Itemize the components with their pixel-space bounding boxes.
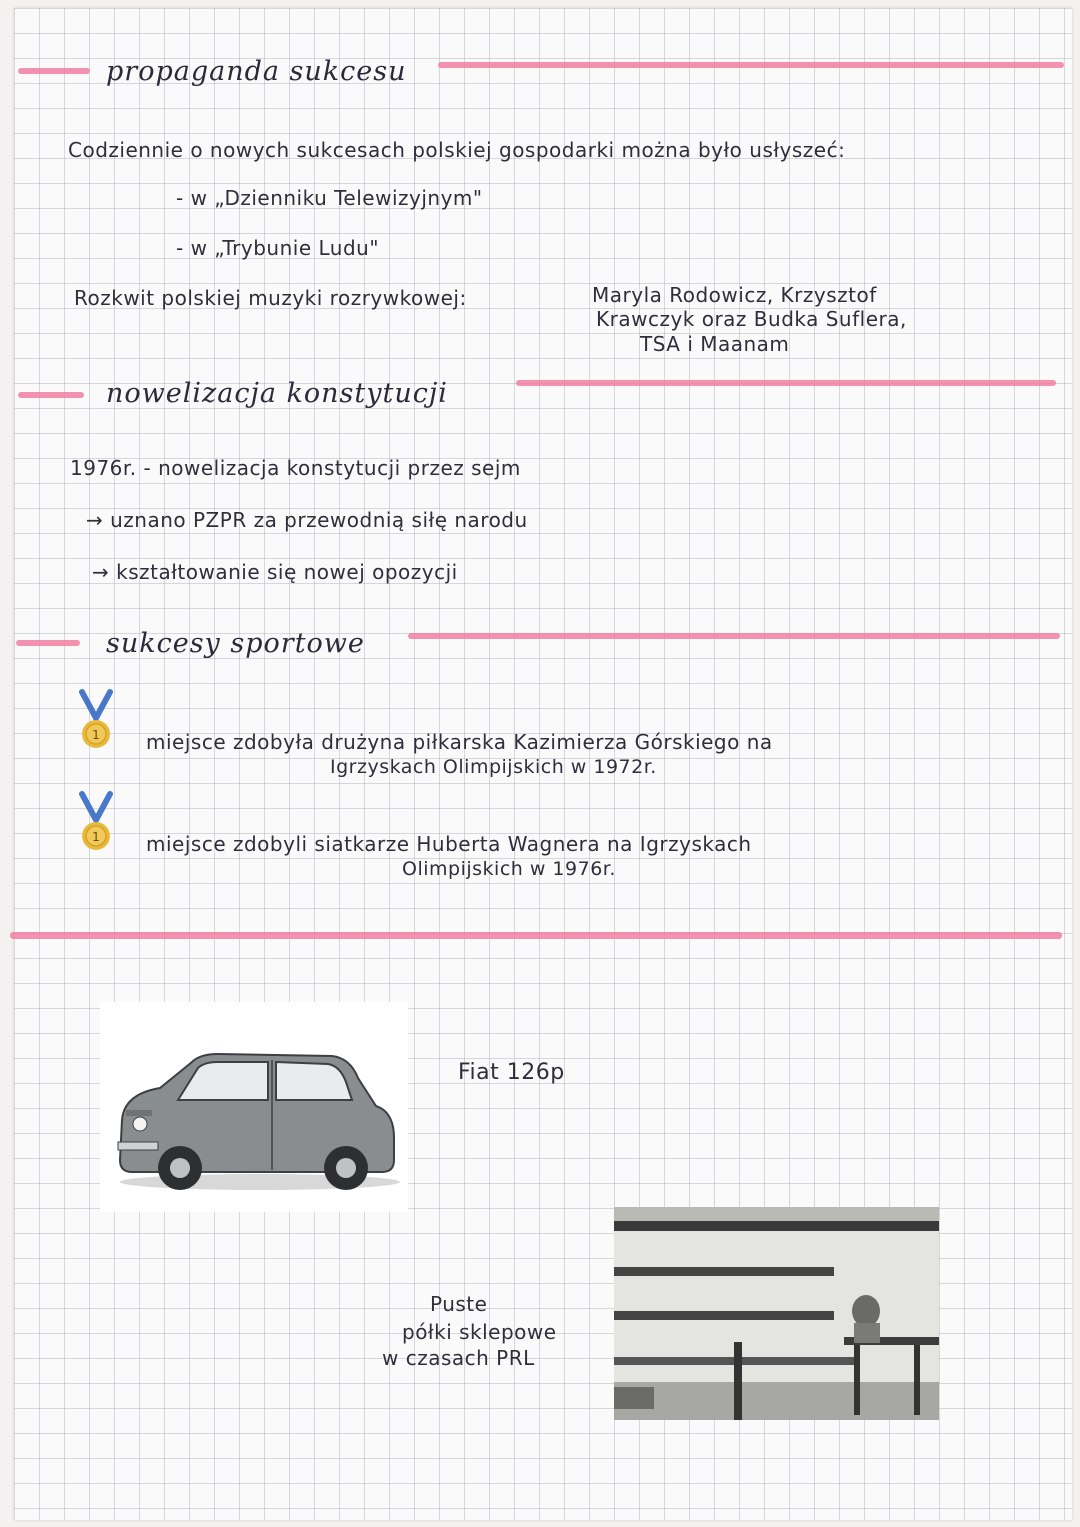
heading-highlight-left: [18, 68, 90, 74]
propaganda-bullet-tv: - w „Dzienniku Telewizyjnym": [176, 186, 483, 210]
sports-achievement-line: miejsce zdobyli siatkarze Huberta Wagnera na Igrzyskach: [146, 832, 752, 856]
section-title-constitution: nowelizacja konstytucji: [106, 378, 448, 409]
shelves-caption-line: w czasach PRL: [382, 1346, 535, 1370]
shelves-caption-line: Puste: [430, 1292, 488, 1316]
car-icon: [100, 1002, 408, 1212]
constitution-arrow-item: → uznano PZPR za przewodnią siłę narodu: [86, 508, 528, 532]
shelves-icon: [614, 1207, 939, 1420]
sports-achievement-line: miejsce zdobyła drużyna piłkarska Kazimierza Górskiego na: [146, 730, 773, 754]
section-title-sports: sukcesy sportowe: [106, 628, 365, 659]
sports-achievement-line: Igrzyskach Olimpijskich w 1972r.: [330, 756, 657, 778]
heading-highlight-left: [16, 640, 80, 646]
constitution-arrow-item: → kształtowanie się nowej opozycji: [92, 560, 458, 584]
heading-highlight-right: [408, 633, 1060, 639]
medal-number: 1: [92, 728, 100, 742]
gold-medal-icon: [76, 688, 116, 758]
fiat-126p-photo: [100, 1002, 408, 1212]
gold-medal-icon: [76, 790, 116, 860]
sports-achievement-line: Olimpijskich w 1976r.: [402, 858, 616, 880]
music-artists-line2: Krawczyk oraz Budka Suflera,: [596, 307, 907, 331]
empty-shop-shelves-photo: [614, 1207, 939, 1420]
heading-highlight-right: [516, 380, 1056, 386]
music-artists-line1: Maryla Rodowicz, Krzysztof: [592, 283, 877, 307]
section-divider: [10, 932, 1062, 939]
heading-highlight-left: [18, 392, 84, 398]
constitution-line: 1976r. - nowelizacja konstytucji przez sejm: [70, 456, 521, 480]
medal-number: 1: [92, 830, 100, 844]
car-caption: Fiat 126p: [458, 1060, 565, 1085]
propaganda-line: Codziennie o nowych sukcesach polskiej gospodarki można było usłyszeć:: [68, 138, 846, 162]
music-intro: Rozkwit polskiej muzyki rozrywkowej:: [74, 286, 467, 310]
music-artists-line3: TSA i Maanam: [640, 332, 790, 356]
propaganda-bullet-press: - w „Trybunie Ludu": [176, 236, 380, 260]
shelves-caption-line: półki sklepowe: [402, 1320, 557, 1344]
section-title-propaganda: propaganda sukcesu: [106, 56, 407, 87]
heading-highlight-right: [438, 62, 1064, 68]
